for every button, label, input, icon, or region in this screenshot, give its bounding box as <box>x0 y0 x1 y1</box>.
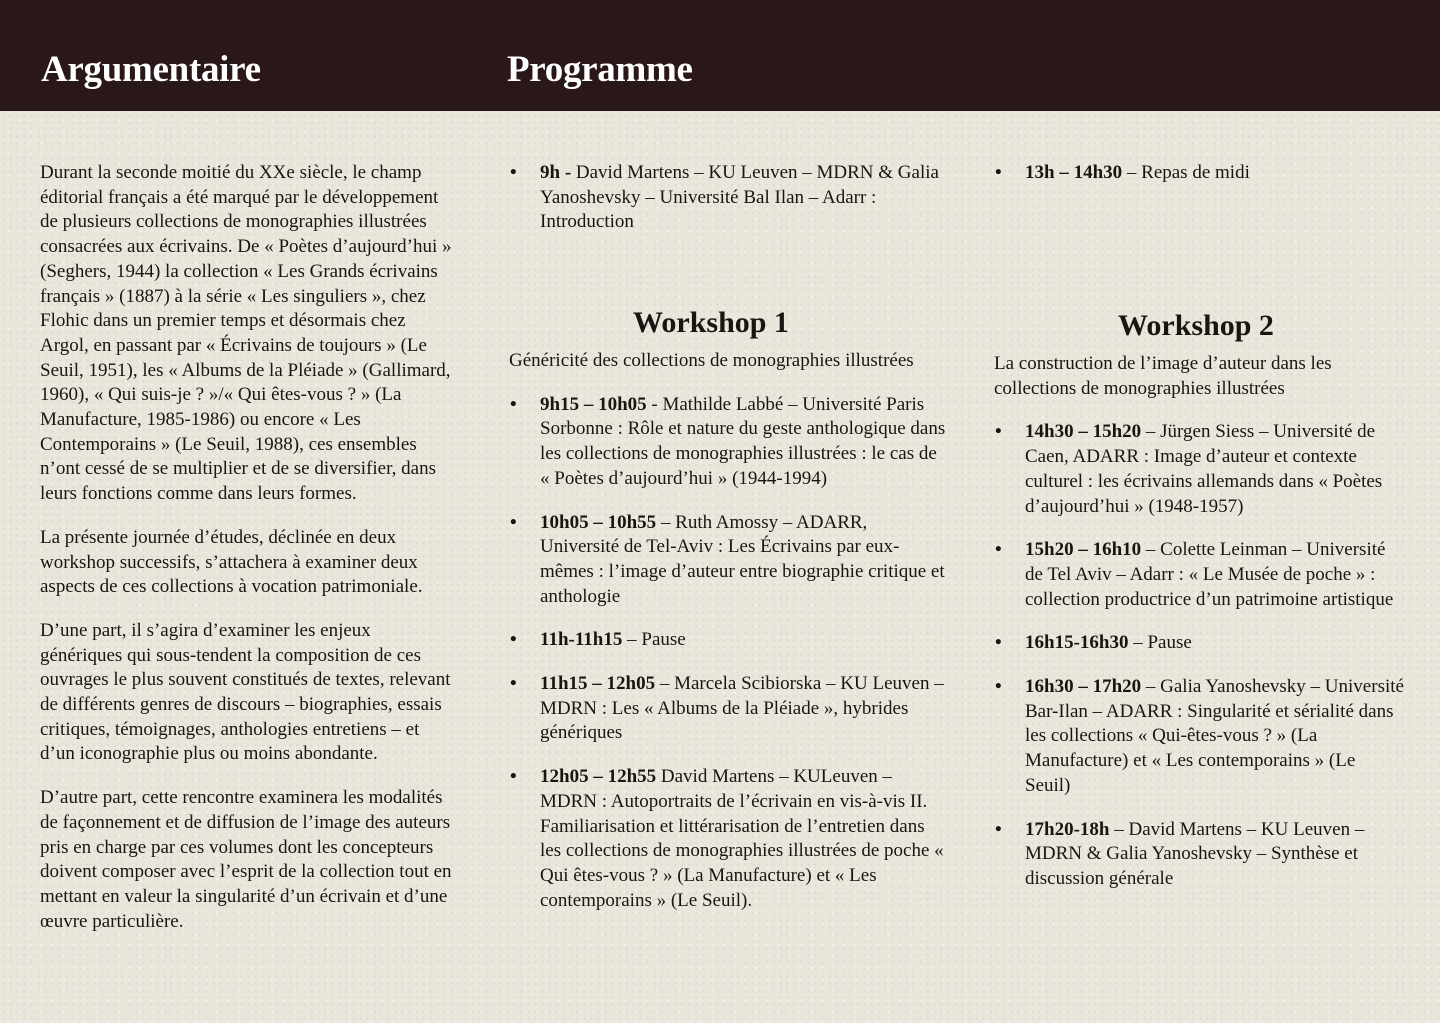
argumentaire-heading: Argumentaire <box>41 49 261 90</box>
intro-list <box>509 161 949 235</box>
argumentaire-column <box>40 161 452 953</box>
programme-item <box>509 393 949 492</box>
workshop2-title: Workshop 2 <box>1118 309 1274 342</box>
item-text: – Repas de midi <box>1122 162 1250 183</box>
item-text: – Colette Leinman – Université de Tel Aviv – Adarr : « Le Musée de poche » : collection productrice d’un patrimoine artistique <box>1025 539 1394 610</box>
workshop2-list <box>994 420 1404 891</box>
item-text: David Martens – KULeuven – MDRN : Autoportraits de l’écrivain en vis-à-vis II. Familiarisation et littérarisation de l’entretien dans les collections de monographies illustrées de poche « Qui êtes-vous ? » (La Manufacture) et « Les contemporains » (Le Seuil). <box>540 766 944 911</box>
bullet-icon: • <box>510 766 517 788</box>
programme-item <box>509 628 949 653</box>
bullet-icon: • <box>995 539 1002 561</box>
workshop1-theme: Généricité des collections de monographies illustrées <box>509 350 914 371</box>
bullet-icon: • <box>510 511 517 533</box>
programme-item <box>994 631 1404 656</box>
argumentaire-paragraph: D’une part, il s’agira d’examiner les enjeux génériques qui sous-tendent la composition de ces ouvrages le plus souvent constitués de textes, relevant de différents genres de discours – biographies, essais critiques, témoignages, anthologies entretiens – et d’un iconographie plus ou moins abondante. <box>40 619 451 765</box>
bullet-icon: • <box>995 818 1002 840</box>
programme-item <box>994 538 1404 612</box>
workshop1-title: Workshop 1 <box>633 306 789 339</box>
bullet-icon: • <box>995 632 1002 654</box>
item-text: – Pause <box>622 629 686 651</box>
item-text: – David Martens – KU Leuven – MDRN & Galia Yanoshevsky – Synthèse et discussion générale <box>1025 818 1365 889</box>
item-time: 12h05 – 12h55 <box>540 766 657 788</box>
programme-item <box>994 420 1404 519</box>
item-time: 11h-11h15 <box>540 629 623 651</box>
item-time: 14h30 – 15h20 <box>1025 421 1142 443</box>
item-time: 15h20 – 16h10 <box>1025 539 1142 561</box>
item-text: – Galia Yanoshevsky – Université Bar-Ilan – ADARR : Singularité et sérialité dans les collections « Qui-êtes-vous ? » (La Manufacture) et « Les contemporains » (Le Seuil) <box>1025 676 1404 796</box>
programme-item <box>509 161 949 235</box>
item-time: 11h15 – 12h05 <box>540 673 656 695</box>
header-bar <box>0 0 1440 111</box>
lunch-list <box>994 161 1404 186</box>
bullet-icon: • <box>995 421 1002 443</box>
argumentaire-paragraph: La présente journée d’études, déclinée en deux workshop successifs, s’attachera à examiner deux aspects de ces collections à vocation patrimoniale. <box>40 526 423 598</box>
bullet-icon: • <box>510 393 517 415</box>
bullet-icon: • <box>510 673 517 695</box>
item-time: 13h – 14h30 <box>1025 162 1123 183</box>
item-time: 16h30 – 17h20 <box>1025 676 1142 698</box>
programme-item <box>994 818 1404 892</box>
bullet-icon: • <box>510 629 517 651</box>
item-time: 17h20-18h <box>1025 818 1110 840</box>
workshop1-section <box>509 303 949 932</box>
bullet-icon: • <box>995 162 1002 183</box>
programme-heading: Programme <box>507 49 693 90</box>
programme-item <box>994 675 1404 799</box>
argumentaire-paragraph: D’autre part, cette rencontre examinera les modalités de façonnement et de diffusion de l’image des auteurs pris en charge par ces volumes dont les concepteurs doivent composer avec l’esprit de la collection tout en mettant en valeur la singularité d’un écrivain et d’une œuvre particulière. <box>40 787 452 932</box>
item-time: 9h - <box>540 162 572 183</box>
programme-item <box>509 511 949 610</box>
workshop2-theme: La construction de l’image d’auteur dans les collections de monographies illustrées <box>994 353 1332 399</box>
programme-column-1 <box>509 161 949 254</box>
argumentaire-paragraph: Durant la seconde moitié du XXe siècle, le champ éditorial français a été marqué par le développement de plusieurs collections de monographies illustrées consacrées aux écrivains. De « Poètes d’aujourd’hui » (Seghers, 1944) la collection « Les Grands écrivains français » (1887) à la série « Les singuliers », chez Flohic dans un premier temps et désormais chez Argol, en passant par « Écrivains de toujours » (Le Seuil, 1951), les « Albums de la Pléiade » (Gallimard, 1960), « Qui suis-je ? »/« Qui êtes-vous ? » (La Manufacture, 1985-1986) ou encore « Les Contemporains » (Le Seuil, 1988), ces ensembles n’ont cessé de se multiplier et de se diversifier, dans leurs fonctions comme dans leurs formes. <box>40 162 452 505</box>
programme-column-2 <box>994 161 1404 205</box>
programme-item <box>509 765 949 913</box>
item-time: 10h05 – 10h55 <box>540 511 657 533</box>
item-time: 16h15-16h30 <box>1025 632 1129 654</box>
item-text: – Pause <box>1128 632 1192 654</box>
item-text: – Ruth Amossy – ADARR, Université de Tel-Aviv : Les Écrivains par eux-mêmes : l’image d’auteur entre biographie critique et anthologie <box>540 511 945 607</box>
item-text: – Marcela Scibiorska – KU Leuven – MDRN : Les « Albums de la Pléiade », hybrides génériques <box>540 673 944 744</box>
item-text: David Martens – KU Leuven – MDRN & Galia Yanoshevsky – Université Bal Ilan – Adarr : Introduction <box>540 162 939 233</box>
item-text: – Jürgen Siess – Université de Caen, ADARR : Image d’auteur et contexte culturel : les écrivains allemands dans « Poètes d’aujourd’hui » (1948-1957) <box>1025 421 1383 517</box>
bullet-icon: • <box>510 162 517 183</box>
workshop2-section <box>994 306 1404 911</box>
item-text: - Mathilde Labbé – Université Paris Sorbonne : Rôle et nature du geste anthologique dans les collections de monographies illustrées : le cas de « Poètes d’aujourd’hui » (1944-1994) <box>540 393 946 489</box>
item-time: 9h15 – 10h05 <box>540 393 647 415</box>
programme-item <box>509 672 949 746</box>
programme-item <box>994 161 1404 186</box>
bullet-icon: • <box>995 676 1002 698</box>
workshop1-list <box>509 393 949 914</box>
